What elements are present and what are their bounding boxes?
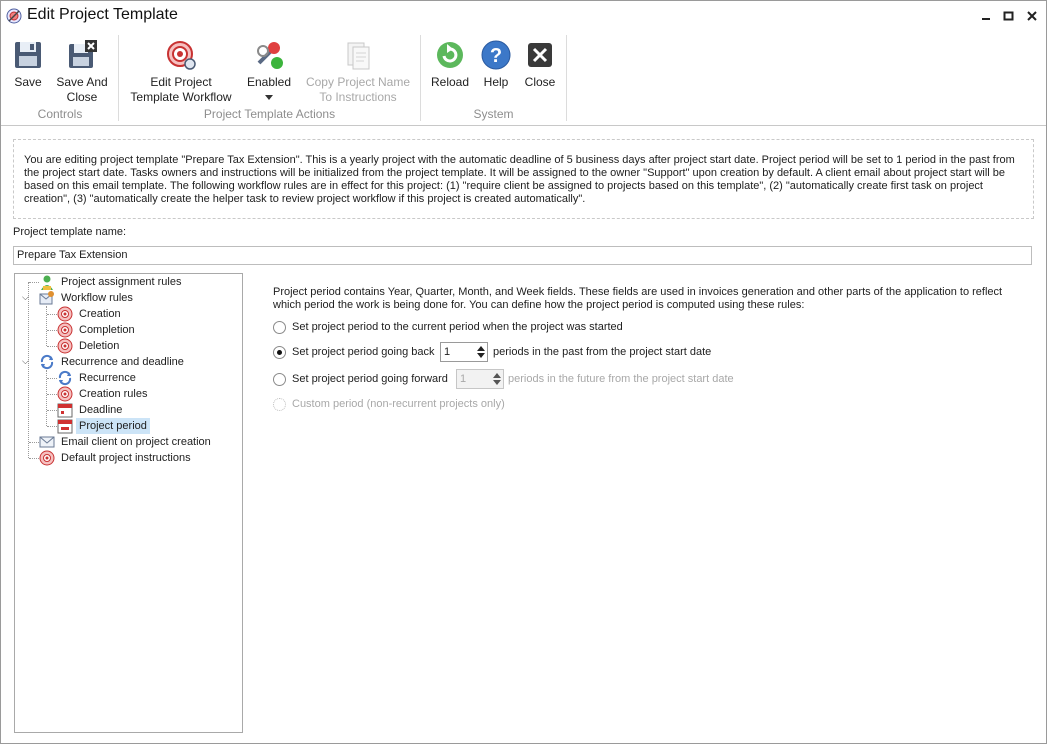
tree-connector <box>47 314 57 315</box>
enabled-tools-icon <box>253 39 285 71</box>
stepper-down-icon[interactable] <box>477 353 485 359</box>
calendar-icon <box>57 402 73 418</box>
periods-forward-stepper[interactable] <box>456 369 504 389</box>
current-period-radio[interactable] <box>273 321 286 334</box>
collapse-caret-icon[interactable]: ⌵ <box>22 292 29 302</box>
save-close-label-2: Close <box>66 90 98 104</box>
reload-button[interactable] <box>429 39 471 90</box>
workflow-icon <box>39 290 55 306</box>
reload-icon <box>434 39 466 71</box>
app-icon <box>6 8 22 24</box>
going-back-suffix: periods in the past from the project start date <box>493 346 712 358</box>
minimize-button[interactable] <box>976 6 996 26</box>
tree-connector <box>46 306 47 346</box>
custom-period-label: Custom period (non-recurrent projects only) <box>292 398 505 410</box>
template-summary-box <box>13 139 1034 219</box>
option-going-forward[interactable] <box>273 371 793 387</box>
target-icon <box>57 306 73 322</box>
maximize-button[interactable] <box>999 6 1019 26</box>
copy-document-icon <box>342 39 374 71</box>
going-forward-suffix: periods in the future from the project start date <box>508 373 734 385</box>
collapse-caret-icon[interactable]: ⌵ <box>22 356 29 366</box>
save-label: Save <box>14 75 42 89</box>
target-icon <box>39 450 55 466</box>
recurrence-icon <box>57 370 73 386</box>
save-icon <box>12 39 44 71</box>
help-icon <box>480 39 512 71</box>
edit-template-workflow-button[interactable] <box>127 39 235 105</box>
tree-connector <box>47 426 57 427</box>
template-summary-text: You are editing project template "Prepare Tax Extension". This is a yearly project with the automatic deadline of 5 business days after project start date. Project period will be set to 1 period in the past from the project start date. Tasks owners and instructions will be initialized from the project template. It will be assigned to the owner "Support" upon creation by default. A client email about project start will be based on this email template. The following workflow rules are in effect for this project: (1) "require client be assigned to projects based on this template", (2) "automatically create first task on project creation", (3) "automatically create the helper task to review project workflow if this project is created automatically". <box>24 154 1015 205</box>
save-and-close-button[interactable] <box>53 39 111 105</box>
help-button[interactable] <box>479 39 513 90</box>
svg-text:?: ? <box>489 45 503 67</box>
save-close-label-1: Save And <box>56 75 108 89</box>
current-period-label: Set project period to the current period when the project was started <box>292 321 623 333</box>
email-icon <box>39 434 55 450</box>
tree-connector <box>29 458 39 459</box>
actions-group-label: Project Template Actions <box>203 107 336 121</box>
calendar-icon <box>57 418 73 434</box>
edit-workflow-label-2: Template Workflow <box>130 90 232 104</box>
enabled-label: Enabled <box>246 75 292 89</box>
tree-connector <box>29 442 39 443</box>
going-back-label: Set project period going back <box>292 346 435 358</box>
tree-connector <box>47 330 57 331</box>
tree-connector <box>47 394 57 395</box>
periods-forward-value: 1 <box>460 373 467 385</box>
close-label: Close <box>524 75 556 89</box>
project-period-description: Project period contains Year, Quarter, Month, and Week fields. These fields are used in invoices generation and other parts of the application to reflect which period the work is being done for. You can define how the project period is computed using these rules: <box>273 286 1003 311</box>
tree-connector <box>28 282 29 458</box>
template-name-label: Project template name: <box>13 226 127 238</box>
settings-tree: Project assignment rules ⌵ Workflow rules Creation Completion Deletion ⌵ Recurrence and deadline Recurrence Creation rules Deadline Project period Email client on project creation Default project instructions <box>14 273 243 733</box>
stepper-up-icon[interactable] <box>493 372 501 378</box>
copy-project-name-button[interactable] <box>303 39 413 105</box>
enabled-dropdown-button[interactable] <box>245 39 293 105</box>
custom-period-radio[interactable] <box>273 398 286 411</box>
going-forward-label: Set project period going forward <box>292 373 448 385</box>
system-group-label: System <box>473 107 514 121</box>
ribbon <box>1 31 1046 126</box>
window-title: Edit Project Template <box>27 6 178 23</box>
group-separator <box>566 35 567 121</box>
tree-connector <box>29 282 39 283</box>
tree-connector <box>47 378 57 379</box>
tree-connector <box>47 410 57 411</box>
edit-workflow-label-1: Edit Project <box>150 75 212 89</box>
save-button[interactable] <box>9 39 47 90</box>
option-going-back[interactable] <box>273 344 773 360</box>
close-button[interactable] <box>521 39 559 90</box>
close-icon <box>1022 6 1042 26</box>
template-name-input[interactable]: Prepare Tax Extension <box>13 246 1032 265</box>
controls-group-label: Controls <box>37 107 83 121</box>
reload-label: Reload <box>430 75 470 89</box>
close-window-button[interactable] <box>1022 6 1042 26</box>
going-forward-radio[interactable] <box>273 373 286 386</box>
minimize-icon <box>976 6 996 26</box>
maximize-icon <box>999 6 1019 26</box>
target-icon <box>57 322 73 338</box>
copy-name-label-1: Copy Project Name <box>305 75 411 89</box>
periods-back-value: 1 <box>444 346 451 358</box>
stepper-up-icon[interactable] <box>477 345 485 351</box>
close-x-icon <box>524 39 556 71</box>
tree-connector <box>47 346 57 347</box>
periods-back-stepper[interactable] <box>440 342 488 362</box>
user-icon <box>39 274 55 290</box>
going-back-radio[interactable] <box>273 346 286 359</box>
save-close-icon <box>66 39 98 71</box>
chevron-down-icon <box>264 93 274 101</box>
target-icon <box>57 338 73 354</box>
copy-name-label-2: To Instructions <box>319 90 397 104</box>
target-icon <box>57 386 73 402</box>
help-label: Help <box>483 75 509 89</box>
workflow-target-icon <box>165 39 197 71</box>
title-bar <box>1 1 1046 31</box>
stepper-down-icon[interactable] <box>493 380 501 386</box>
recurrence-icon <box>39 354 55 370</box>
